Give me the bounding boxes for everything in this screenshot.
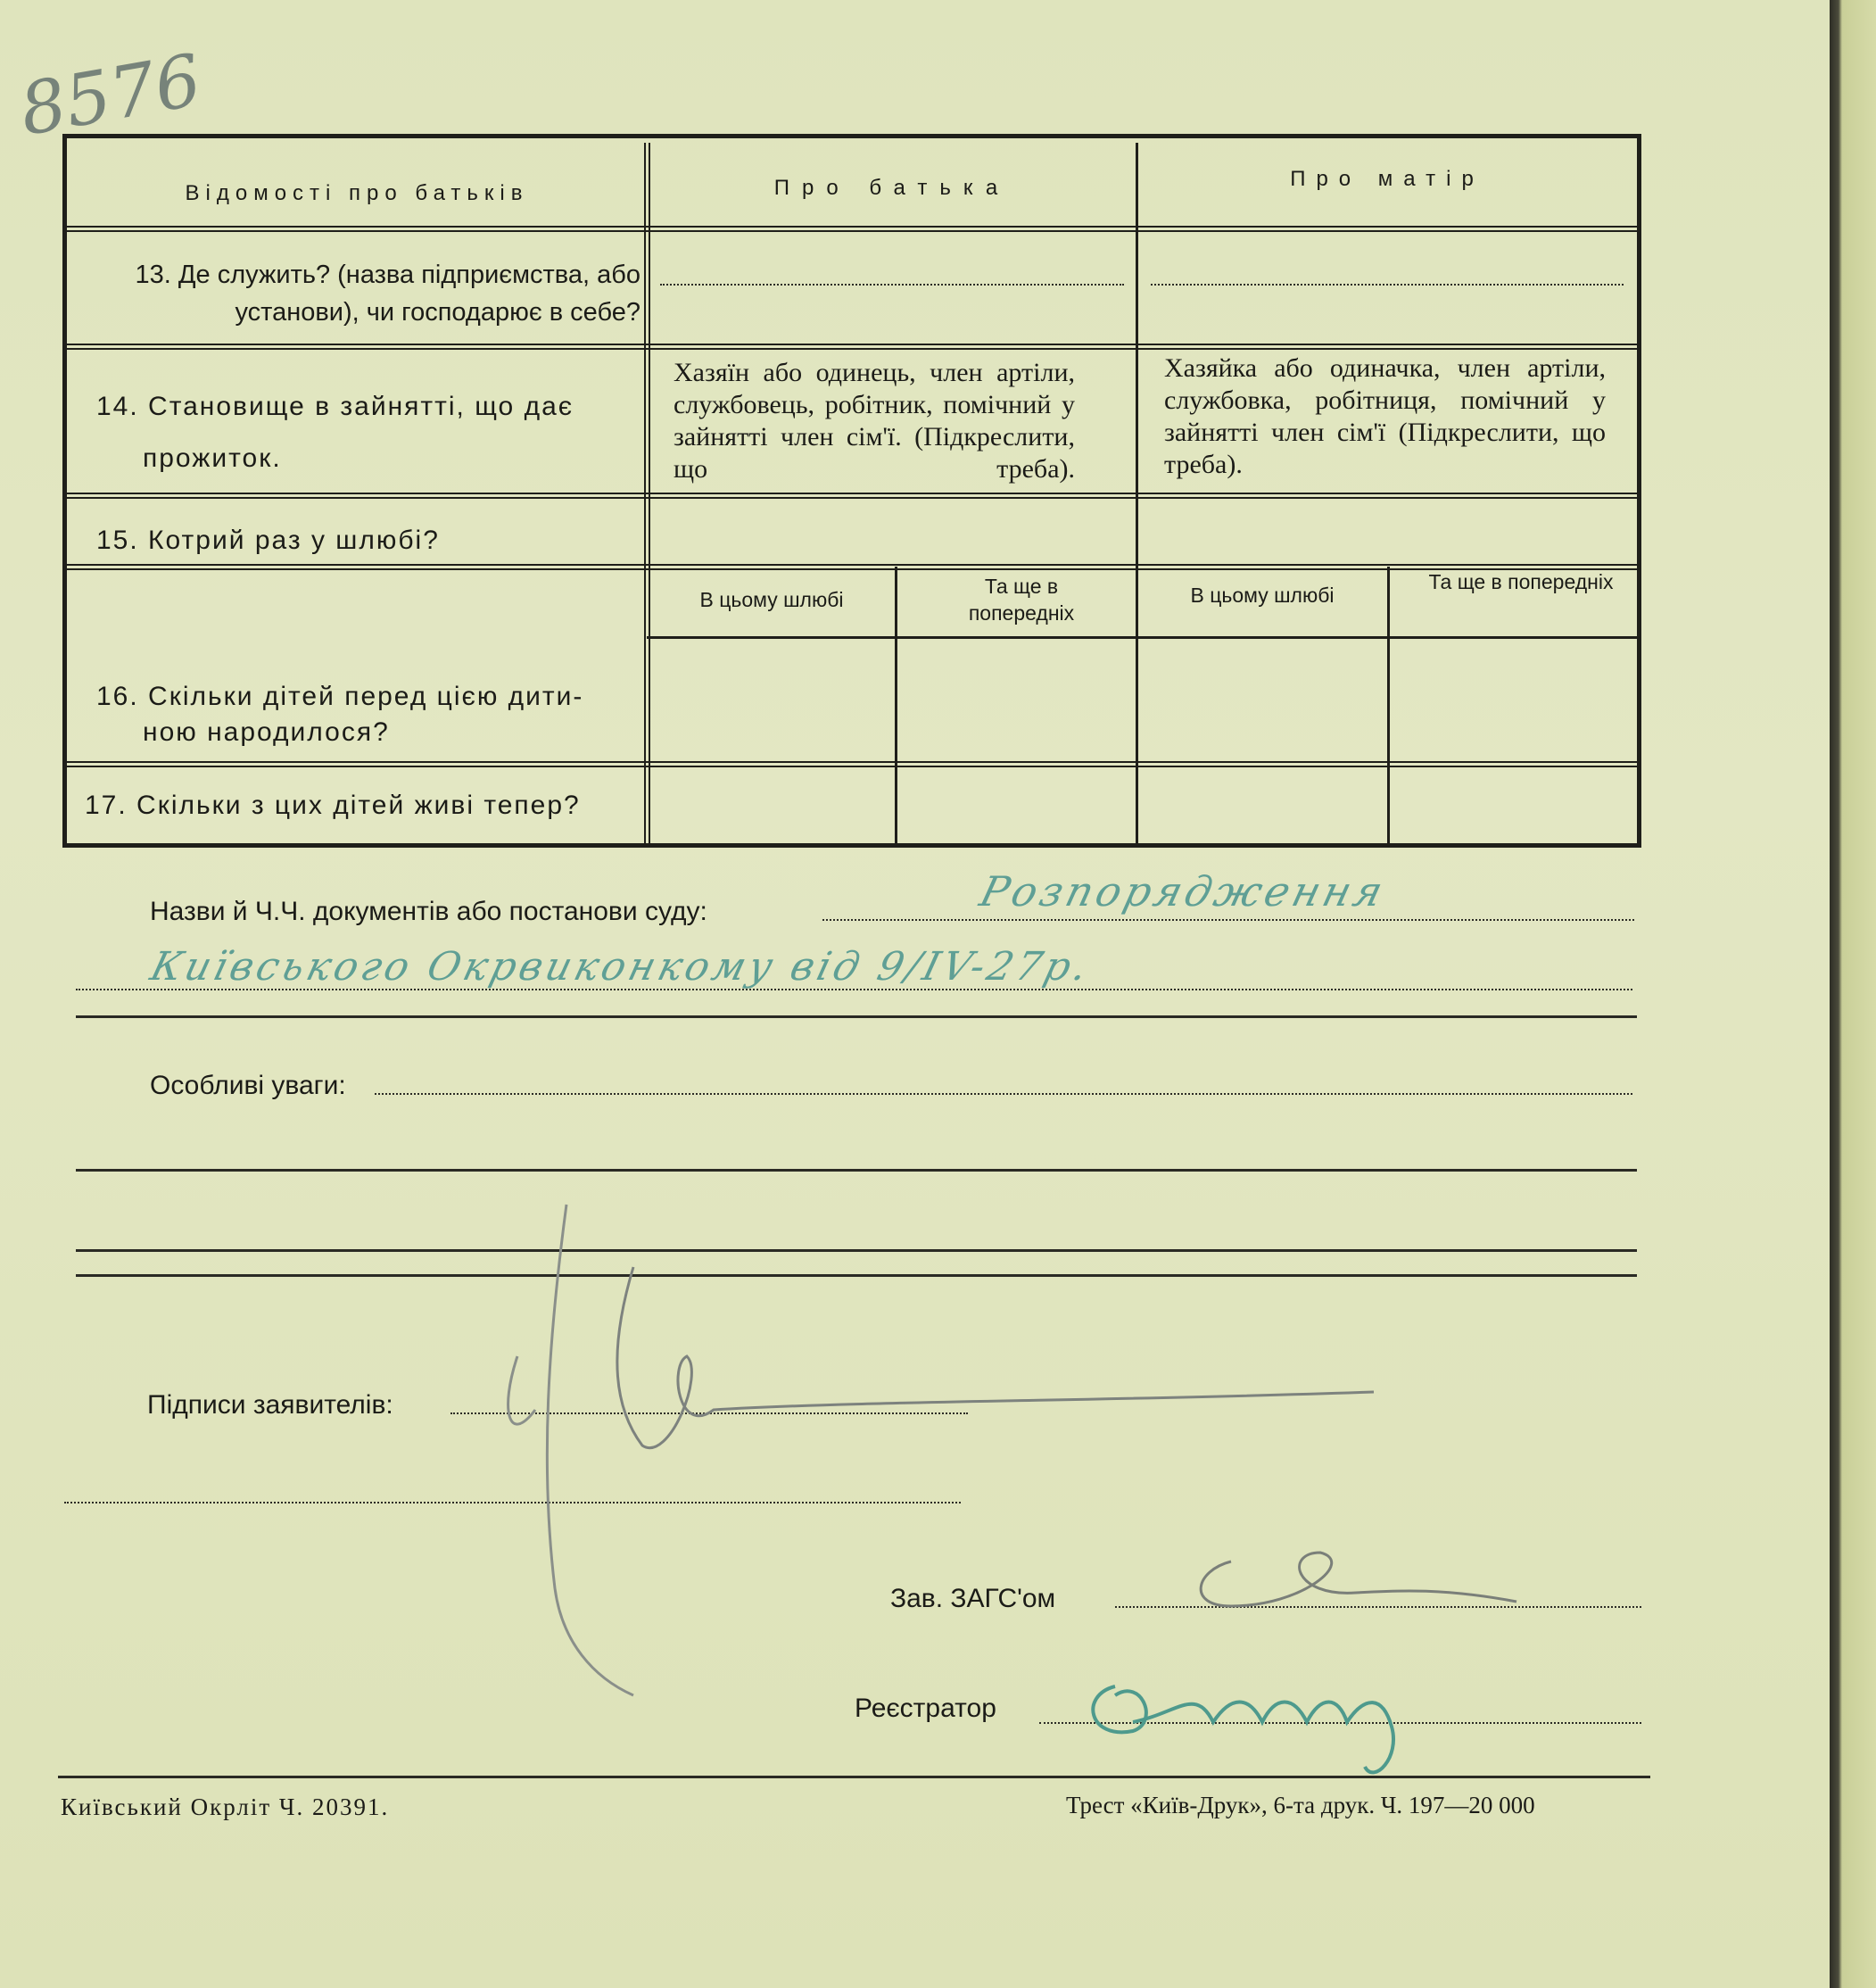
divider (67, 493, 1637, 499)
documents-handwritten-1: Розпорядження (975, 867, 1392, 915)
rule (76, 1169, 1637, 1172)
footer-right: Трест «Київ-Друк», 6-та друк. Ч. 197—20 000 (1066, 1792, 1535, 1818)
divider (67, 226, 1637, 232)
answer-14-father: Хазяїн або одинець, член артіли, службовець, робітник, помічний у зайнятті член сім'ї. (Підкреслити, що треба). (674, 358, 1075, 484)
answer-line (660, 284, 1124, 286)
divider (67, 344, 1637, 350)
footer-left: Київський Окрліт Ч. 20391. (61, 1793, 390, 1820)
subheader-previous-father: Та ще в попередніх (968, 575, 1075, 625)
divider (1387, 567, 1390, 843)
header-father: Про батька (773, 176, 1011, 200)
special-notes-label: Особливі уваги: (150, 1071, 346, 1100)
answer-line (1151, 284, 1624, 286)
archive-number: 8576 (13, 38, 208, 152)
question-13: 13. Де служить? (назва підприємства, або установи), чи господарює в себе? (135, 261, 640, 327)
subheader-this-marriage-mother: В цьому шлюбі (1190, 584, 1335, 607)
rule (76, 1015, 1637, 1018)
page-edge (1830, 0, 1876, 1988)
question-14: 14. Становище в зайнятті, що дає (96, 392, 574, 421)
question-15: 15. Котрий раз у шлюбі? (96, 526, 440, 555)
subheader-this-marriage-father: В цьому шлюбі (699, 588, 844, 611)
registrar-label: Реєстратор (855, 1694, 996, 1723)
question-14-cont: прожиток. (143, 443, 282, 473)
rule (58, 1776, 1650, 1778)
head-zags-signature (1178, 1544, 1534, 1624)
question-16: 16. Скільки дітей перед цією дити- (96, 682, 584, 711)
applicants-signatures-label: Підписи заявителів: (147, 1390, 393, 1420)
head-zags-label: Зав. ЗАГС'ом (890, 1584, 1056, 1613)
documents-label: Назви й Ч.Ч. документів або постанови суду: (150, 897, 707, 926)
header-mother: Про матір (1290, 167, 1484, 191)
special-notes-line (375, 1093, 1632, 1095)
subheader-previous-mother: Та ще в попередніх (1428, 570, 1614, 593)
divider (895, 567, 897, 843)
divider (67, 761, 1637, 767)
registrar-signature (1079, 1660, 1454, 1785)
divider (647, 636, 1637, 639)
divider (67, 564, 1637, 570)
question-16-cont: ною народилося? (143, 717, 390, 747)
applicant-signature-scribble (500, 1178, 1392, 1713)
header-info: Відомості про батьків (185, 181, 529, 205)
documents-line (822, 919, 1634, 921)
question-17: 17. Скільки з цих дітей живі тепер? (85, 791, 581, 820)
answer-14-mother: Хазяйка або одиначка, член артіли, службовка, робітниця, помічний у зайнятті член сім'ї (Підкреслити, що треба). (1164, 353, 1606, 479)
documents-handwritten-2: Київського Окрвиконкому від 9/IV-27р. (145, 944, 1095, 990)
